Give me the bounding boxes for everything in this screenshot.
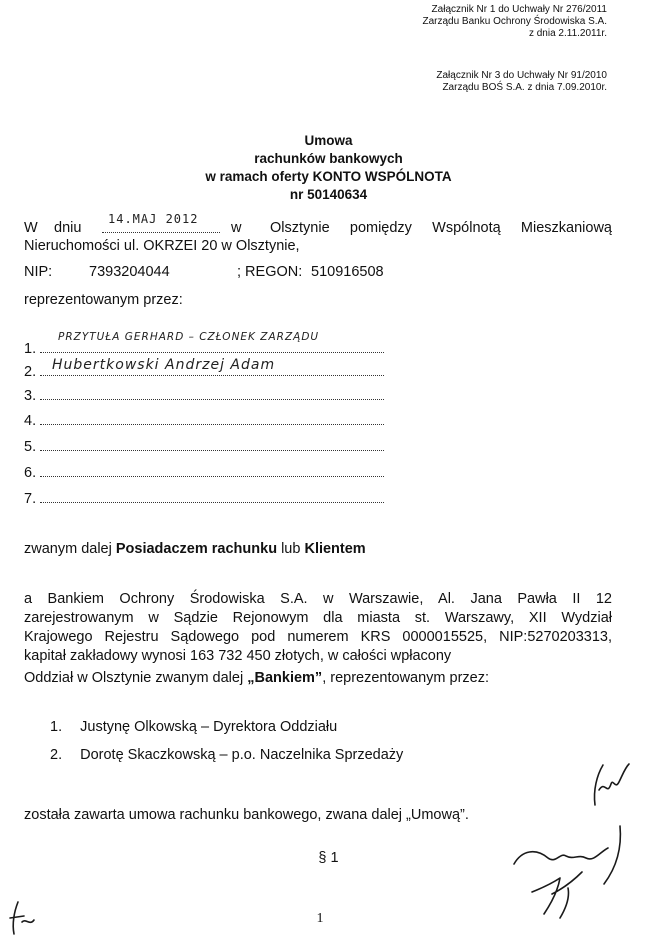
initials-signature-right-top [585, 760, 635, 820]
bank-rep-number: 2. [50, 747, 63, 763]
date-stamp: 14.MAJ 2012 [108, 212, 199, 226]
dotted-line [40, 450, 384, 451]
dotted-line [40, 476, 384, 477]
title-line: w ramach oferty KONTO WSPÓLNOTA [205, 169, 452, 184]
representative-row [24, 357, 384, 380]
closing-sentence: została zawarta umowa rachunku bankowego, zwana dalej „Umową”. [24, 807, 469, 823]
client-term: Klientem [304, 541, 366, 557]
dotted-line [40, 375, 384, 376]
dotted-line [40, 424, 384, 425]
document-title [0, 132, 657, 204]
representative-row [24, 331, 384, 357]
intro-line-1 [24, 212, 612, 239]
annex-2-line: Załącznik Nr 3 do Uchwały Nr 91/2010 [436, 70, 607, 81]
representative-row [24, 487, 384, 507]
branch-suffix: , reprezentowanym przez: [322, 670, 490, 686]
row-number: 1. [24, 341, 37, 357]
dotted-line [40, 352, 384, 353]
representative-row [24, 409, 384, 429]
signature-right-bottom [508, 818, 648, 928]
intro-line-2: Nieruchomości ul. OKRZEI 20 w Olsztynie, [24, 238, 300, 254]
row-number: 3. [24, 388, 37, 404]
title-line: rachunków bankowych [254, 151, 403, 166]
bank-line: Krajowego Rejestru Sądowego pod numerem KRS 0000015525, NIP:5270203313, [24, 629, 612, 645]
client-prefix: zwanym dalej [24, 541, 116, 557]
intro-w: W [24, 220, 38, 236]
annex-1-line: Zarządu Banku Ochrony Środowiska S.A. [422, 16, 607, 27]
client-designation [24, 540, 366, 559]
bank-line: kapitał zakładowy wynosi 163 732 450 złotych, w całości wpłacony [24, 648, 452, 664]
date-dots [102, 232, 220, 233]
branch-prefix: Oddział w Olsztynie zwanym dalej [24, 670, 248, 686]
holder-term: Posiadaczem rachunku [115, 541, 278, 557]
represented-by: reprezentowanym przez: [24, 292, 183, 308]
bank-line: zarejestrowanym w Sądzie Rejonowym dla miasta st. Warszawy, XII Wydział [24, 610, 612, 626]
annex-1-line: z dnia 2.11.2011r. [528, 28, 607, 39]
bank-rep-row [50, 746, 403, 765]
annex-header-2 [436, 70, 607, 94]
intro-w2: w [231, 220, 242, 236]
intro-rest: Olsztynie pomiędzy Wspólnotą Mieszkaniową [270, 220, 612, 236]
row-number: 5. [24, 439, 37, 455]
row-number: 7. [24, 491, 37, 507]
bank-rep-text: Justynę Olkowską – Dyrektora Oddziału [80, 719, 338, 735]
row-number: 6. [24, 465, 37, 481]
representative-row [24, 461, 384, 481]
annex-2-line: Zarządu BOŚ S.A. z dnia 7.09.2010r. [442, 82, 607, 93]
annex-1-line: Załącznik Nr 1 do Uchwały Nr 276/2011 [431, 4, 607, 15]
section-mark: § 1 [318, 850, 339, 866]
row-number: 4. [24, 413, 37, 429]
bank-rep-number: 1. [50, 719, 63, 735]
bank-paragraph [24, 590, 612, 666]
bank-rep-row [50, 718, 337, 737]
branch-bank-term: „Bankiem” [247, 670, 323, 686]
annex-header-1 [422, 4, 607, 40]
handwritten-entry: Hubertkowski Andrzej Adam [52, 357, 276, 373]
page-number: 1 [316, 911, 324, 926]
dotted-line [40, 399, 384, 400]
initials-signature-left [4, 896, 40, 940]
dotted-line [40, 502, 384, 503]
handwritten-entry: PRZYTUŁA GERHARD – CZŁONEK ZARZĄDU [58, 331, 320, 343]
nip-label: NIP: [24, 264, 53, 280]
nip-value: 7393204044 [89, 264, 170, 280]
intro-dniu: dniu [54, 220, 82, 236]
bank-rep-text: Dorotę Skaczkowską – p.o. Naczelnika Sprzedaży [80, 747, 404, 763]
representative-row [24, 384, 384, 404]
branch-line [24, 669, 489, 688]
regon-value: 510916508 [311, 264, 384, 280]
nip-row [24, 263, 524, 283]
client-or: lub [277, 541, 305, 557]
row-number: 2. [24, 364, 37, 380]
title-line: Umowa [304, 133, 353, 148]
regon-label: ; REGON: [237, 264, 303, 280]
representative-row [24, 435, 384, 455]
bank-line: a Bankiem Ochrony Środowiska S.A. w Warszawie, Al. Jana Pawła II 12 [24, 591, 612, 607]
title-line: nr 50140634 [289, 187, 368, 202]
